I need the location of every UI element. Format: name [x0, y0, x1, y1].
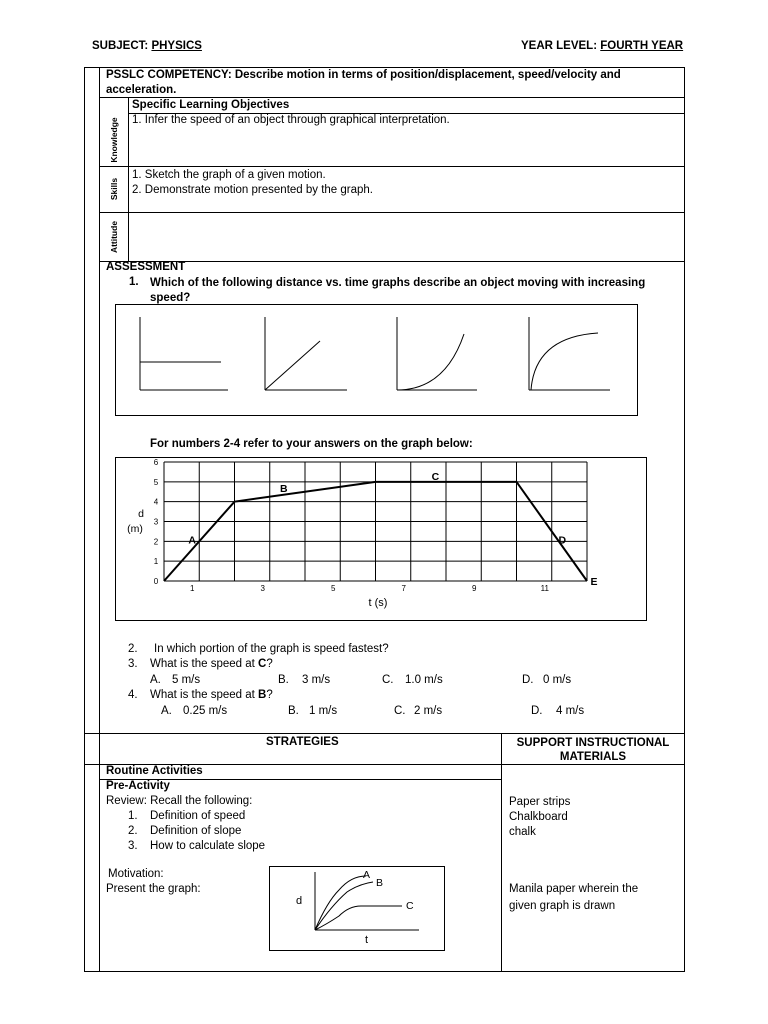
x-tick-label: 1 — [190, 584, 195, 593]
q3-option[interactable] — [150, 674, 161, 686]
q1-line-1: Which of the following distance vs. time graphs describe an object moving with increasing — [150, 277, 646, 289]
x-tick-label: 5 — [331, 584, 336, 593]
segment-label-c: C — [431, 470, 440, 483]
y-tick-label: 0 — [153, 577, 159, 586]
skills-items — [132, 168, 373, 198]
segment-label-b: B — [280, 482, 288, 495]
skills-label: Skills — [109, 177, 119, 201]
q1-graph-choices — [115, 304, 639, 418]
x-tick-label: 7 — [401, 584, 406, 593]
manila-line-1: Manila paper wherein the — [509, 883, 639, 895]
subject-line — [92, 40, 202, 52]
y-tick-label: 3 — [153, 517, 159, 527]
motivation-graph — [269, 866, 446, 952]
strategies-heading: STRATEGIES — [266, 736, 339, 748]
subject-value: PHYSICS — [151, 40, 202, 52]
y-tick-label: 2 — [153, 537, 159, 547]
manila-line-2: given graph is drawn — [509, 900, 616, 912]
q3-text: What is the speed at — [150, 658, 259, 670]
motivation-label-b: B — [376, 877, 384, 889]
knowledge-label: Knowledge — [109, 117, 119, 163]
segment-label-a: A — [188, 534, 196, 547]
q1-graph-linear — [265, 317, 347, 390]
review-item: Definition of slope — [150, 825, 242, 837]
question-1 — [150, 276, 645, 306]
q3-option[interactable] — [278, 674, 289, 686]
option-letter: B. — [278, 674, 289, 686]
q1-graph-decreasing-slope — [529, 317, 610, 390]
materials-list — [509, 795, 570, 840]
option-letter: C. — [394, 705, 406, 717]
q4-option[interactable] — [394, 705, 406, 717]
q1-number: 1. — [129, 276, 139, 288]
present-graph-text: Present the graph: — [106, 883, 201, 895]
motivation-curve-c — [315, 906, 402, 930]
q4-bold: B — [258, 689, 267, 701]
material-item: Paper strips — [509, 796, 571, 808]
q3-option[interactable] — [522, 674, 534, 686]
y-tick-label: 6 — [153, 458, 159, 467]
q1-line-2: speed? — [150, 292, 191, 304]
q1-graph-horizontal — [140, 317, 228, 390]
distance-time-chart — [115, 457, 648, 622]
motivation-graph-frame — [270, 867, 445, 951]
motivation-curve-a — [315, 876, 366, 930]
attitude-label: Attitude — [109, 220, 119, 254]
material-item: Chalkboard — [509, 811, 568, 823]
option-letter: D. — [522, 674, 534, 686]
review-item-number: 1. — [128, 810, 138, 822]
option-letter: A. — [150, 674, 161, 686]
support-materials-heading — [501, 736, 685, 764]
q4-option[interactable] — [161, 705, 172, 717]
year-label: YEAR LEVEL: — [521, 40, 598, 52]
competency — [106, 68, 621, 98]
pre-activity: Pre-Activity — [106, 780, 170, 792]
q3-option-text: 0 m/s — [543, 674, 572, 686]
skills-item: 1. Sketch the graph of a given motion. — [132, 169, 326, 181]
x-tick-label: 11 — [540, 584, 549, 593]
option-letter: A. — [161, 705, 172, 717]
q4-text: What is the speed at — [150, 689, 259, 701]
y-tick-label: 4 — [153, 497, 159, 507]
subject-label: SUBJECT: — [92, 40, 149, 52]
motivation-label-a: A — [363, 869, 371, 881]
review-item-number: 2. — [128, 825, 138, 837]
q4-option-text: 0.25 m/s — [183, 705, 228, 717]
option-letter: C. — [382, 674, 394, 686]
q3-option-text: 5 m/s — [172, 674, 201, 686]
option-letter: D. — [531, 705, 543, 717]
knowledge-item: 1. Infer the speed of an object through graphical interpretation. — [132, 114, 450, 126]
segment-label-d: D — [558, 534, 567, 547]
chart-xlabel: t (s) — [368, 597, 388, 609]
manila-paper-note — [509, 881, 638, 915]
y-tick-label: 5 — [153, 477, 159, 487]
motivation-label-c: C — [406, 900, 414, 912]
competency-line-2: acceleration. — [106, 84, 177, 96]
question-2: In which portion of the graph is speed fastest? — [154, 643, 389, 655]
review-text: Review: Recall the following: — [106, 795, 253, 807]
chart-ylabel-d: d — [138, 508, 144, 520]
support-heading-line-2: MATERIALS — [559, 751, 627, 763]
skills-item: 2. Demonstrate motion presented by the graph. — [132, 184, 374, 196]
q1-graph-increasing-slope — [397, 317, 477, 390]
x-tick-label: 9 — [472, 584, 477, 593]
q4-option-text: 4 m/s — [556, 705, 585, 717]
q4-option-text: 2 m/s — [414, 705, 443, 717]
q4-end: ? — [266, 689, 273, 701]
q3-bold: C — [258, 658, 267, 670]
motivation-ylabel: d — [296, 895, 303, 907]
review-item: Definition of speed — [150, 810, 246, 822]
q3-option-text: 3 m/s — [302, 674, 331, 686]
chart-grid — [164, 462, 587, 581]
assessment-heading: ASSESSMENT — [106, 261, 186, 273]
review-item-number: 3. — [128, 840, 138, 852]
y-tick-label: 1 — [153, 557, 159, 567]
q4-option[interactable] — [531, 705, 543, 717]
material-item: chalk — [509, 826, 536, 838]
segment-label-e: E — [590, 576, 598, 588]
question-3 — [150, 658, 273, 670]
option-letter: B. — [288, 705, 299, 717]
refer-text: For numbers 2-4 refer to your answers on the graph below: — [150, 438, 473, 450]
q3-number: 3. — [128, 658, 138, 670]
review-item: How to calculate slope — [150, 840, 266, 852]
q3-option[interactable] — [382, 674, 394, 686]
q4-option[interactable] — [288, 705, 299, 717]
competency-line-1: PSSLC COMPETENCY: Describe motion in terms of position/displacement, speed/velocity and — [106, 69, 621, 81]
q4-option-text: 1 m/s — [309, 705, 338, 717]
support-heading-line-1: SUPPORT INSTRUCTIONAL — [516, 737, 670, 749]
motivation-label: Motivation: — [108, 868, 164, 880]
q3-end: ? — [266, 658, 273, 670]
routine-activities: Routine Activities — [106, 765, 203, 777]
x-tick-label: 3 — [260, 584, 265, 593]
q3-option-text: 1.0 m/s — [405, 674, 443, 686]
q4-number: 4. — [128, 689, 138, 701]
q2-number: 2. — [128, 643, 138, 655]
objectives-heading: Specific Learning Objectives — [132, 99, 290, 111]
motivation-xlabel: t — [365, 934, 369, 946]
chart-ylabel-m: (m) — [127, 523, 143, 535]
chart-segment-labels — [188, 471, 597, 588]
year-level-line — [521, 40, 683, 52]
year-value: FOURTH YEAR — [600, 40, 684, 52]
question-4 — [150, 689, 273, 701]
